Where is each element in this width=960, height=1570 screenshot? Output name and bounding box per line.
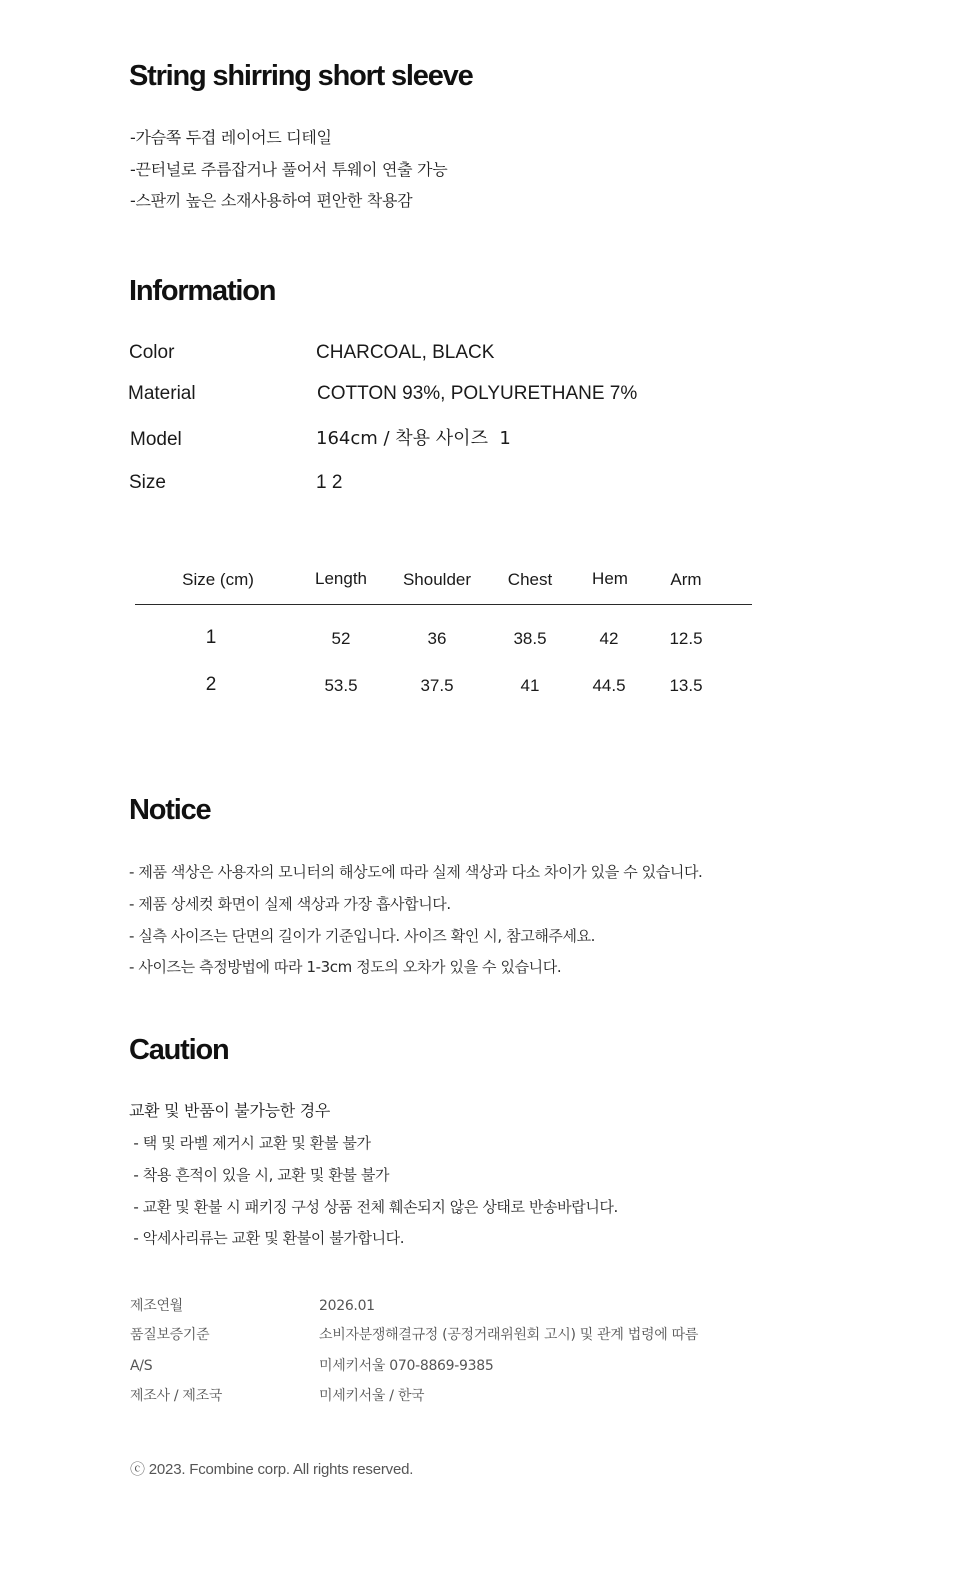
- size-table-row-1-size: 1: [205, 627, 217, 648]
- description-line-3: -스판끼 높은 소재사용하여 편안한 착용감: [130, 191, 413, 210]
- info-value-material: COTTON 93%, POLYURETHANE 7%: [317, 383, 638, 404]
- size-table-row-2-size: 2: [205, 674, 217, 695]
- info-label-model: Model: [130, 429, 182, 450]
- size-table-row-2-arm: 13.5: [669, 676, 703, 695]
- notice-line-2: - 제품 상세컷 화면이 실제 색상과 가장 흡사합니다.: [129, 895, 451, 913]
- size-table-header-size: Size (cm): [182, 570, 254, 589]
- caution-subheading: 교환 및 반품이 불가능한 경우: [129, 1101, 331, 1120]
- size-table-row-1-chest: 38.5: [513, 629, 547, 648]
- size-table-row-1-hem: 42: [599, 629, 619, 648]
- size-table-row-2-shoulder: 37.5: [420, 676, 454, 695]
- product-title: String shirring short sleeve: [129, 60, 473, 92]
- size-table-row-1-shoulder: 36: [427, 629, 447, 648]
- meta-label-manufacturer: 제조사 / 제조국: [130, 1388, 223, 1404]
- size-table-header-hem: Hem: [592, 569, 628, 588]
- info-label-color: Color: [129, 342, 175, 363]
- notice-line-3: - 실측 사이즈는 단면의 길이가 기준입니다. 사이즈 확인 시, 참고해주세요.: [129, 927, 596, 945]
- info-value-color: CHARCOAL, BLACK: [316, 342, 495, 363]
- meta-value-manufacture-date: 2026.01: [319, 1298, 375, 1314]
- caution-line-1: - 택 및 라벨 제거시 교환 및 환불 불가: [129, 1134, 371, 1152]
- caution-line-3: - 교환 및 환불 시 패키징 구성 상품 전체 훼손되지 않은 상태로 반송바랍니다.: [129, 1198, 618, 1216]
- description-line-1: -가슴쪽 두겹 레이어드 디테일: [130, 128, 332, 147]
- size-table-header-shoulder: Shoulder: [402, 570, 472, 589]
- info-label-size: Size: [129, 472, 166, 493]
- information-heading: Information: [129, 275, 276, 307]
- notice-line-1: - 제품 색상은 사용자의 모니터의 해상도에 따라 실제 색상과 다소 차이가 있을 수 있습니다.: [129, 863, 703, 881]
- size-table-divider: [135, 604, 752, 605]
- meta-value-quality-standard: 소비자분쟁해결규정 (공정거래위원회 고시) 및 관계 법령에 따름: [319, 1327, 699, 1343]
- notice-line-4: - 사이즈는 측정방법에 따라 1-3cm 정도의 오차가 있을 수 있습니다.: [129, 958, 562, 976]
- size-table-header-length: Length: [315, 569, 367, 588]
- meta-value-as: 미세키서울 070-8869-9385: [319, 1358, 494, 1374]
- size-table-row-1-length: 52: [331, 629, 351, 648]
- caution-line-2: - 착용 흔적이 있을 시, 교환 및 환불 불가: [129, 1166, 390, 1184]
- size-table-header-arm: Arm: [670, 570, 702, 589]
- meta-label-as: A/S: [130, 1358, 153, 1374]
- info-value-model: 164cm / 착용 사이즈 1: [316, 428, 511, 449]
- size-table-row-2-hem: 44.5: [592, 676, 626, 695]
- size-table-row-1-arm: 12.5: [669, 629, 703, 648]
- meta-value-manufacturer: 미세키서울 / 한국: [319, 1388, 425, 1404]
- description-line-2: -끈터널로 주름잡거나 풀어서 투웨이 연출 가능: [130, 160, 448, 179]
- info-value-size: 1 2: [316, 472, 343, 493]
- caution-line-4: - 악세사리류는 교환 및 환불이 불가합니다.: [129, 1229, 405, 1247]
- notice-heading: Notice: [129, 794, 211, 826]
- size-table-header-chest: Chest: [507, 570, 553, 589]
- meta-label-manufacture-date: 제조연월: [130, 1298, 183, 1314]
- size-table-row-2-chest: 41: [520, 676, 540, 695]
- footer-copyright: ⓒ 2023. Fcombine corp. All rights reserved.: [130, 1461, 414, 1478]
- size-table-row-2-length: 53.5: [324, 676, 358, 695]
- meta-label-quality-standard: 품질보증기준: [130, 1327, 210, 1343]
- caution-heading: Caution: [129, 1034, 229, 1066]
- info-label-material: Material: [128, 383, 196, 404]
